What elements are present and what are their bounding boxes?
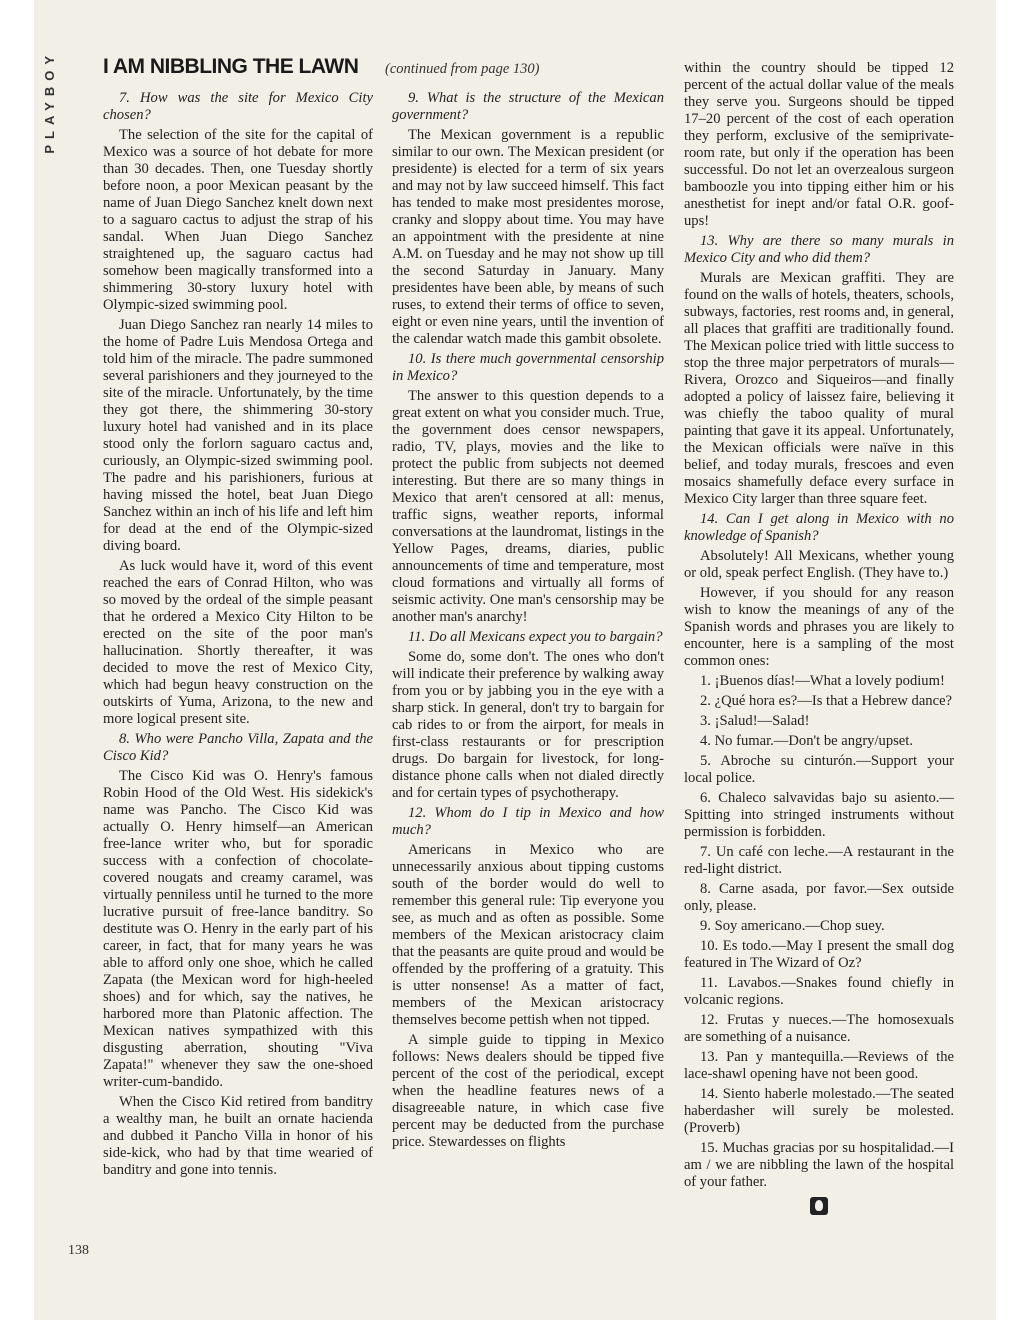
paragraph: As luck would have it, word of this event reached the ears of Conrad Hilton, who was so moved by the ordeal of the simple peasant that he ordered a Mexico City Hilton to be erected on the site of the poor man's hallucination. Shortly thereafter, it was decided to move the rest of Mexico City, which had begun heavy construction on the outskirts of Yuma, Arizona, to the new and more logical present site. <box>103 558 373 727</box>
paragraph: 4. No fumar.—Don't be angry/upset. <box>700 733 913 749</box>
paragraph: 8. Carne asada, por favor.—Sex outside only, please. <box>684 881 954 914</box>
question-heading: 10. Is there much governmental censorship in Mexico? <box>392 351 664 384</box>
paragraph: 12. Frutas y nueces.—The homosexuals are something of a nuisance. <box>684 1012 954 1045</box>
paragraph: When the Cisco Kid retired from banditry a wealthy man, he built an ornate hacienda and dubbed it Pancho Villa in honor of his side-kick, who had by that time wearied of banditry and gone into tennis. <box>103 1094 373 1178</box>
article-title: I AM NIBBLING THE LAWN <box>103 55 359 78</box>
question-heading: 12. Whom do I tip in Mexico and how much? <box>392 805 664 838</box>
paragraph: 14. Siento haberle molestado.—The seated haberdasher will surely be molested. (Proverb) <box>684 1086 954 1136</box>
question-heading: 9. What is the structure of the Mexican government? <box>392 90 664 123</box>
paragraph: 15. Muchas gracias por su hospitalidad.—I am / we are nibbling the lawn of the hospital of your father. <box>684 1140 954 1190</box>
question-heading: 13. Why are there so many murals in Mexico City and who did them? <box>684 233 954 266</box>
paragraph: Juan Diego Sanchez ran nearly 14 miles to the home of Padre Luis Mendosa Ortega and told him of the miracle. The padre summoned several parishioners and they journeyed to the site of the miracle. Unfortunately, by the time they got there, the shimmering 30-story luxury hotel had vanished and in its place stood only the forlorn saguaro cactus and, curiously, an Olympic-sized swimming pool. The padre and his parishioners, furious at having missed the hotel, beat Juan Diego Sanchez within an inch of his life and left him for dead at the end of the Olympic-sized diving board. <box>103 317 373 554</box>
question-heading: 8. Who were Pancho Villa, Zapata and the Cisco Kid? <box>103 731 373 764</box>
page-number: 138 <box>68 1243 89 1258</box>
paragraph: within the country should be tipped 12 percent of the actual dollar value of the meals they serve you. Surgeons should be tipped 17–20 percent of the cost of each operation they perform, exclusive of the semiprivate-room rate, but only if the operation has been successful. Do not let an overzealous surgeon bamboozle you into tipping either him or his anesthetist for inept and/or fatal O.R. goof-ups! <box>684 60 954 229</box>
paragraph: 6. Chaleco salvavidas bajo su asiento.—Spitting into stringed instruments without permission is forbidden. <box>684 790 954 840</box>
paragraph: 1. ¡Buenos días!—What a lovely podium! <box>700 673 945 689</box>
question-heading: 11. Do all Mexicans expect you to bargain? <box>408 629 663 645</box>
paragraph: 10. Es todo.—May I present the small dog featured in The Wizard of Oz? <box>684 938 954 971</box>
article-header <box>103 55 663 83</box>
paragraph: 3. ¡Salud!—Salad! <box>700 713 810 729</box>
paragraph: The Cisco Kid was O. Henry's famous Robin Hood of the Old West. His sidekick's name was Pancho. The Cisco Kid was actually O. Henry himself—an American free-lance writer who, but for sporadic success with a confection of chocolate-covered nougats and creamy caramel, was virtually penniless until he turned to the more lucrative pursuit of free-lance banditry. So destitute was O. Henry in the early part of his career, in fact, that for many years he was able to afford only one shoe, which he called Zapata (the Mexican word for high-heeled shoes) and for which, say the natives, he harbored more than Platonic affection. The Mexican natives sympathized with this disgusting aberration, shouting "Viva Zapata!" whenever they saw the one-shoed writer-cum-bandido. <box>103 768 373 1090</box>
paragraph: Americans in Mexico who are unnecessarily anxious about tipping customs south of the border would do well to remember this general rule: Tip everyone you see, as much and as often as possible. Some members of the Mexican aristocracy claim that the peasants are quite proud and would be offended by the proffering of a gratuity. This is utter nonsense! As a matter of fact, members of the Mexican aristocracy themselves become pettish when not tipped. <box>392 842 664 1028</box>
paragraph: Some do, some don't. The ones who don't will indicate their preference by walking away from you or by jabbing you in the eye with a sharp stick. In general, don't try to bargain for cab rides to or from the airport, for meals in first-class restaurants or for prescription drugs. Do bargain for livestock, for long-distance phone calls when not dialed directly and for certain types of psychotherapy. <box>392 649 664 801</box>
paragraph: 7. Un café con leche.—A restaurant in the red-light district. <box>684 844 954 877</box>
paragraph: Murals are Mexican graffiti. They are found on the walls of hotels, theaters, schools, subways, factories, rest rooms and, in general, all places that graffiti are traditionally found. The Mexican police tried with little success to stop the three major perpetrators of murals—Rivera, Orozco and Siqueiros—and finally adopted a policy of laissez faire, believing it was chiefly the taboo quality of mural painting that gave it its appeal. Unfortunately, the Mexican officials were naïve in this belief, and today murals, frescoes and even mosaics shamefully deface every surface in Mexico City larger than three square feet. <box>684 270 954 507</box>
playboy-rabbit-icon <box>810 1197 828 1215</box>
paragraph: Absolutely! All Mexicans, whether young or old, speak perfect English. (They have to.) <box>684 548 954 581</box>
magazine-name-vertical: PLAYBOY <box>42 50 57 154</box>
paragraph: The answer to this question depends to a great extent on what you consider much. True, the government does censor newspapers, radio, TV, plays, movies and the like to protect the public from subjects not deemed interesting. But there are so many things in Mexico that aren't censored at all: menus, traffic signs, weather reports, informal conversations at the laundromat, listings in the Yellow Pages, dreams, diaries, public announcements of time and temperature, most cloud formations and virtually all forms of seismic activity. One man's censorship may be another man's anarchy! <box>392 388 664 625</box>
question-heading: 7. How was the site for Mexico City chosen? <box>103 90 373 123</box>
paragraph: The Mexican government is a republic similar to our own. The Mexican president (or presidente) is elected for a term of six years and may not by law succeed himself. This fact has tended to make most presidentes morose, cranky and sloppy about time. You may have an appointment with the presidente at nine A.M. on Tuesday and he may not show up till the second Saturday in January. Many presidentes have been able, by means of such ruses, to extend their terms of office to seven, eight or even nine years, until the invention of the calendar watch made this gambit obsolete. <box>392 127 664 347</box>
paragraph: The selection of the site for the capital of Mexico was a source of hot debate for more than 30 decades. Then, one Tuesday shortly before noon, a poor Mexican peasant by the name of Juan Diego Sanchez knelt down next to a saguaro cactus to adjust the strap of his sandal. When Juan Diego Sanchez straightened up, the saguaro cactus had somehow been magically transformed into a shimmering 30-story luxury hotel with Olympic-sized swimming pool. <box>103 127 373 313</box>
paragraph: 11. Lavabos.—Snakes found chiefly in volcanic regions. <box>684 975 954 1008</box>
continued-note: (continued from page 130) <box>385 61 540 77</box>
paragraph: 5. Abroche su cinturón.—Support your local police. <box>684 753 954 786</box>
paragraph: A simple guide to tipping in Mexico follows: News dealers should be tipped five percent of the cost of the periodical, except when the headline features news of a disagreeable nature, in which case five percent may be deducted from the purchase price. Stewardesses on flights <box>392 1032 664 1150</box>
paragraph: However, if you should for any reason wish to know the meanings of any of the Spanish words and phrases you are likely to encounter, here is a sampling of the most common ones: <box>684 585 954 669</box>
paragraph: 2. ¿Qué hora es?—Is that a Hebrew dance? <box>700 693 953 709</box>
text-column-3 <box>684 60 954 1215</box>
text-column-1 <box>103 90 373 1182</box>
paragraph: 13. Pan y mantequilla.—Reviews of the lace-shawl opening have not been good. <box>684 1049 954 1082</box>
question-heading: 14. Can I get along in Mexico with no knowledge of Spanish? <box>684 511 954 544</box>
paragraph: 9. Soy americano.—Chop suey. <box>700 918 885 934</box>
text-column-2 <box>392 90 664 1154</box>
